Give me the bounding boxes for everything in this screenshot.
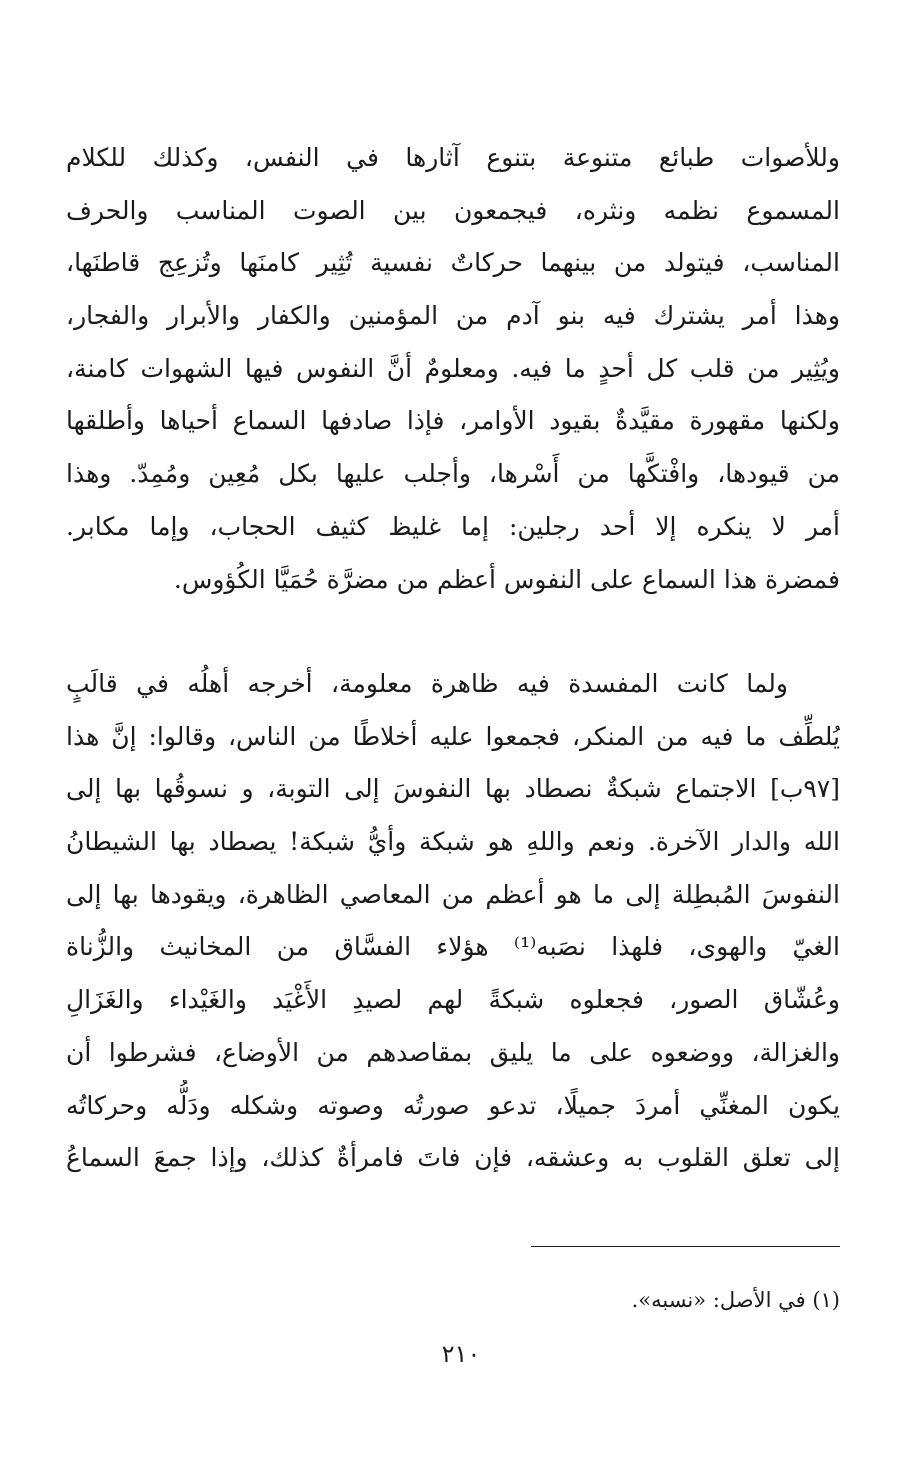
footnote-divider xyxy=(531,1246,840,1247)
text-line: وهذا أمر يشترك فيه بنو آدم من المؤمنين والكفار والأبرار والفجار، xyxy=(66,301,840,331)
text-line: ولما كانت المفسدة فيه ظاهرة معلومة، أخرجه أهلُه في قالَبٍ xyxy=(66,669,788,698)
text-line: فمضرة هذا السماع على النفوس أعظم من مضرَّة حُمَيَّا الكُؤوس. xyxy=(173,564,840,594)
footnote: (١) في الأصل: «نسبه». xyxy=(631,1288,840,1312)
text-line: يُلطِّف ما فيه من المنكر، فجمعوا عليه أخلاطًا من الناس، وقالوا: إنَّ هذا xyxy=(66,721,840,751)
page-number: ٢١٠ xyxy=(441,1340,481,1368)
text-line: الغيّ والهوى، فلهذا نصَبه⁽¹⁾ هؤلاء الفسَّاق من المخانيث والزُّناة xyxy=(66,932,840,962)
text-line: وللأصوات طبائع متنوعة بتنوع آثارها في النفس، وكذلك للكلام xyxy=(66,143,840,172)
text-line: أمر لا ينكره إلا أحد رجلين: إما غليظ كثيف الحجاب، وإما مكابر. xyxy=(66,511,840,541)
text-line: والغزالة، ووضعوه على ما يليق بمقاصدهم من الأوضاع، فشرطوا أن xyxy=(66,1037,840,1067)
text-line: الله والدار الآخرة. ونعم واللهِ هو شبكة وأيُّ شبكة! يصطاد بها الشيطانُ xyxy=(66,827,840,857)
text-line: المناسب، فيتولد من بينهما حركاتٌ نفسية تُثِير كامنَها وتُزعِج قاطنَها، xyxy=(66,248,840,278)
text-line: وعُشّاق الصور، فجعلوه شبكةً لهم لصيدِ الأَغْيَد والغَيْداء والغَزَالِ xyxy=(66,985,840,1015)
text-line: المسموع نظمه ونثره، فيجمعون بين الصوت المناسب والحرف xyxy=(66,195,840,225)
paragraph-2 xyxy=(66,658,840,1185)
text-line: النفوسَ المُبطِلة إلى ما هو أعظم من المعاصي الظاهرة، ويقودها بها إلى xyxy=(66,879,840,909)
text-line: من قيودها، وافْتكَّها من أَسْرها، وأجلب عليها بكل مُعِين ومُمِدّ. وهذا xyxy=(66,459,840,489)
text-line: إلى تعلق القلوب به وعشقه، فإن فاتَ فامرأةٌ كذلك، وإذا جمعَ السماعُ xyxy=(66,1143,840,1173)
text-line: [٩٧ب] الاجتماع شبكةٌ نصطاد بها النفوسَ إلى التوبة، و نسوقُها بها إلى xyxy=(66,774,840,804)
paragraph-1 xyxy=(66,132,840,606)
text-line: ويُثِير من قلب كل أحدٍ ما فيه. ومعلومٌ أنَّ النفوس فيها الشهوات كامنة، xyxy=(66,353,840,383)
text-line: ولكنها مقهورة مقيَّدةٌ بقيود الأوامر، فإذا صادفها السماع أحياها وأطلقها xyxy=(66,406,840,436)
text-line: يكون المغنِّي أمردَ جميلًا، تدعو صورتُه وصوته وشكله ودَلُّه وحركاتُه xyxy=(66,1090,840,1120)
